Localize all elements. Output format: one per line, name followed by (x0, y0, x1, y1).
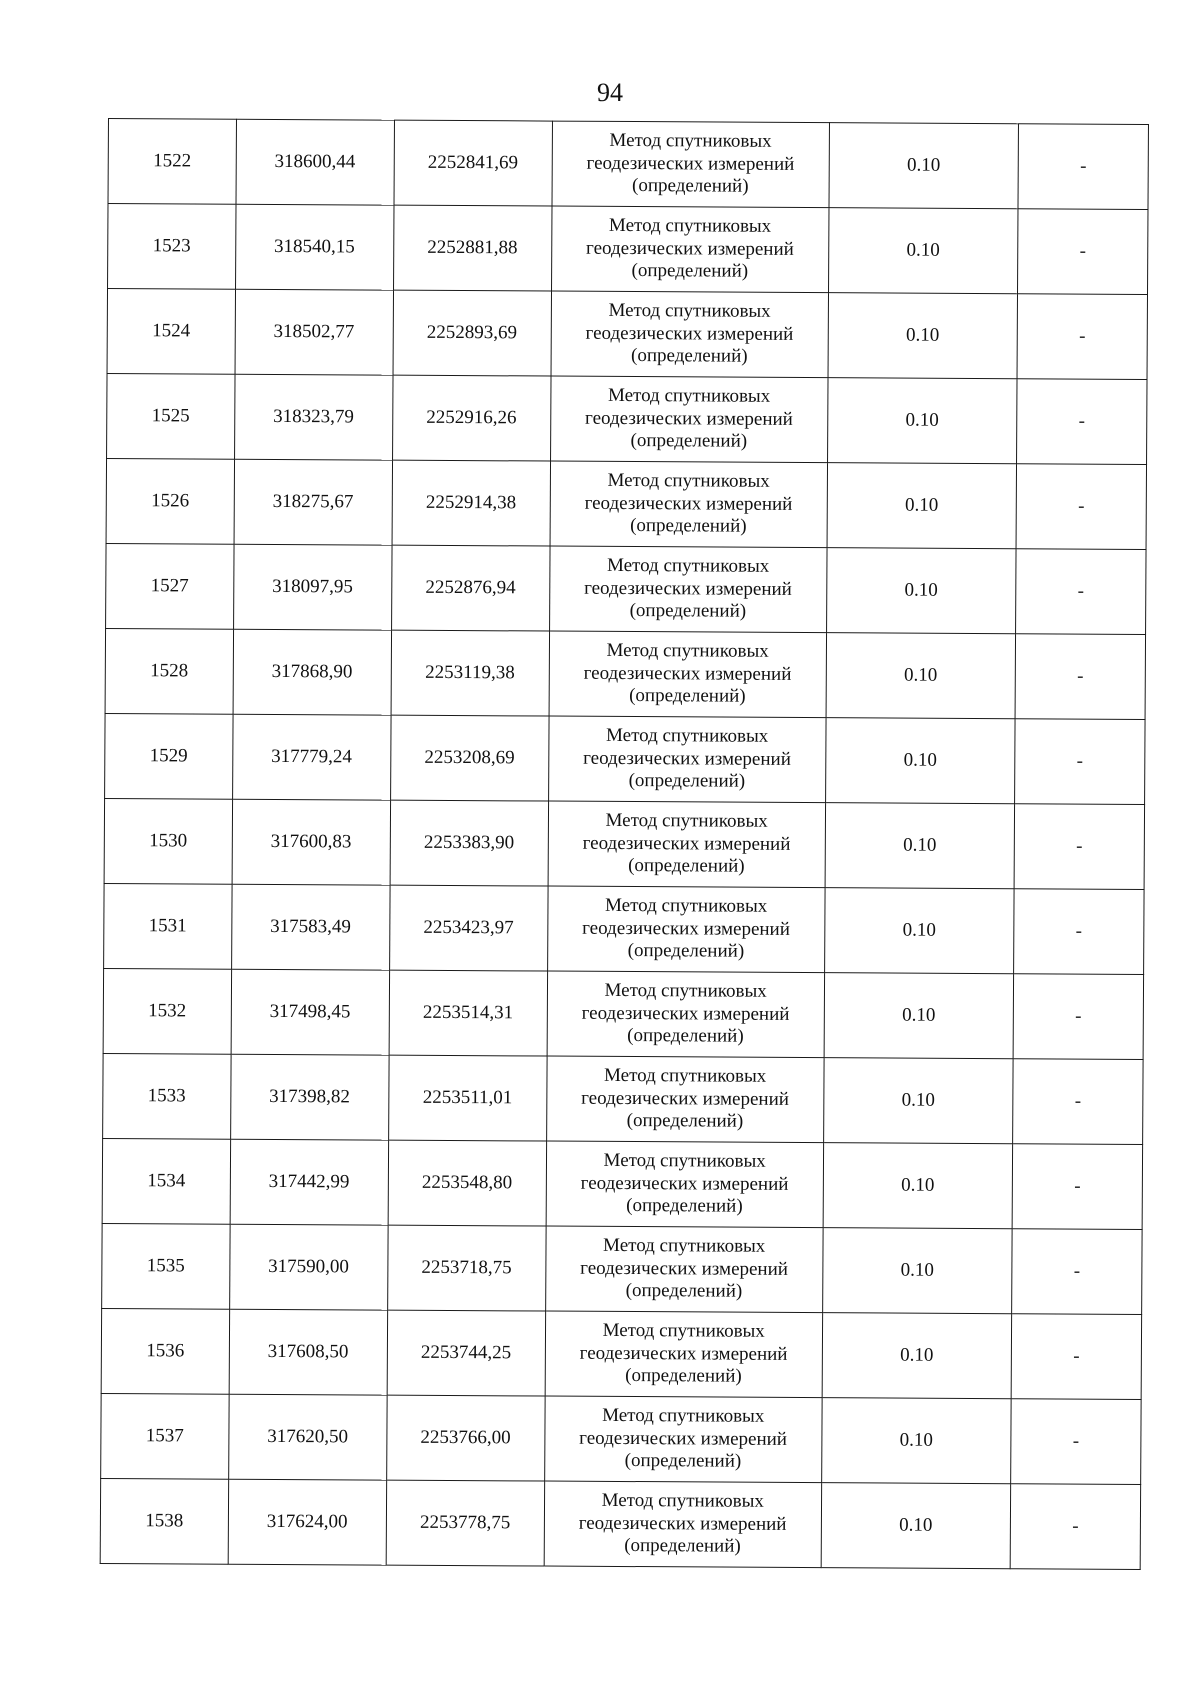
x-coordinate-cell: 317498,45 (231, 969, 389, 1055)
method-cell (550, 461, 828, 548)
description-cell: - (1013, 1059, 1143, 1145)
point-number-cell: 1529 (105, 713, 233, 799)
y-coordinate-cell: 2253208,69 (390, 715, 548, 801)
method-text-line: (определений) (630, 430, 748, 453)
method-text-line: геодезических измерений (582, 832, 791, 855)
y-coordinate-cell: 2253119,38 (391, 630, 549, 716)
method-cell (544, 1396, 822, 1483)
method-text-line: Метод спутниковых (606, 554, 770, 577)
y-coordinate-cell: 2252876,94 (391, 545, 549, 631)
x-coordinate-cell: 318502,77 (235, 289, 393, 375)
accuracy-cell: 0.10 (822, 1313, 1012, 1399)
method-text-line: (определений) (629, 600, 747, 623)
method-text-line: (определений) (628, 770, 746, 793)
point-number-cell: 1530 (104, 798, 232, 884)
point-number-cell: 1528 (105, 628, 233, 714)
y-coordinate-cell: 2252881,88 (393, 205, 551, 291)
method-text-line: Метод спутниковых (605, 809, 768, 832)
table-row (107, 373, 1147, 464)
method-cell (550, 376, 828, 463)
accuracy-cell: 0.10 (823, 1143, 1013, 1229)
method-text-line: геодезических измерений (583, 747, 791, 770)
accuracy-cell: 0.10 (821, 1483, 1011, 1569)
y-coordinate-cell: 2253511,01 (388, 1055, 546, 1141)
y-coordinate-cell: 2253548,80 (388, 1140, 546, 1226)
method-text-line: (определений) (631, 345, 748, 368)
method-cell (551, 291, 829, 378)
accuracy-cell: 0.10 (826, 548, 1016, 634)
description-cell: - (1014, 804, 1144, 890)
description-cell: - (1015, 719, 1145, 805)
y-coordinate-cell: 2253423,97 (389, 885, 547, 971)
x-coordinate-cell: 318097,95 (233, 544, 391, 630)
method-cell (549, 546, 827, 633)
accuracy-cell: 0.10 (827, 463, 1017, 549)
x-coordinate-cell: 317442,99 (230, 1139, 388, 1225)
method-text-line: (определений) (626, 1110, 744, 1133)
method-text-line: Метод спутниковых (604, 894, 768, 917)
method-text-line: Метод спутниковых (602, 1319, 765, 1342)
description-cell: - (1016, 549, 1146, 635)
method-text-line: Метод спутниковых (601, 1489, 764, 1512)
accuracy-cell: 0.10 (825, 803, 1015, 889)
method-text-line: геодезических измерений (585, 322, 794, 345)
table-row (106, 458, 1146, 549)
point-number-cell: 1526 (106, 458, 234, 544)
table-row (108, 204, 1148, 295)
coordinates-table-body (100, 119, 1148, 1570)
method-cell (545, 1226, 823, 1313)
point-number-cell: 1532 (103, 968, 231, 1054)
table-row (101, 1393, 1141, 1484)
description-cell: - (1017, 294, 1147, 380)
table-row (101, 1308, 1141, 1399)
method-text-line: Метод спутниковых (605, 724, 769, 747)
point-number-cell: 1531 (104, 883, 232, 969)
method-text-line: (определений) (628, 855, 745, 878)
method-text-line: геодезических измерений (586, 152, 795, 175)
table-row (100, 1478, 1140, 1569)
accuracy-cell: 0.10 (826, 633, 1016, 719)
method-text-line: Метод спутниковых (604, 979, 767, 1002)
coordinates-table-wrapper (100, 118, 1149, 1570)
method-text-line: Метод спутниковых (609, 129, 772, 152)
accuracy-cell: 0.10 (822, 1228, 1012, 1314)
method-text-line: (определений) (627, 940, 745, 963)
point-number-cell: 1535 (102, 1223, 230, 1309)
x-coordinate-cell: 317868,90 (233, 629, 391, 715)
method-text-line: Метод спутниковых (602, 1404, 765, 1427)
point-number-cell: 1522 (108, 119, 236, 205)
table-row (103, 968, 1143, 1059)
method-text-line: (определений) (626, 1195, 743, 1218)
method-cell (544, 1481, 822, 1568)
description-cell: - (1018, 209, 1148, 295)
method-text-line: геодезических измерений (582, 917, 790, 940)
description-cell: - (1017, 379, 1147, 465)
method-text-line: геодезических измерений (578, 1512, 787, 1535)
point-number-cell: 1533 (103, 1053, 231, 1139)
table-row (105, 713, 1145, 804)
y-coordinate-cell: 2253514,31 (389, 970, 547, 1056)
table-row (106, 543, 1146, 634)
method-text-line: Метод спутниковых (607, 469, 770, 492)
description-cell: - (1015, 634, 1145, 720)
y-coordinate-cell: 2253766,00 (386, 1395, 544, 1481)
method-text-line: (определений) (625, 1365, 742, 1388)
method-text-line: геодезических измерений (579, 1427, 788, 1450)
y-coordinate-cell: 2252916,26 (392, 375, 550, 461)
y-coordinate-cell: 2252893,69 (393, 290, 551, 376)
description-cell: - (1012, 1229, 1142, 1315)
x-coordinate-cell: 317600,83 (232, 799, 390, 885)
coordinates-table (100, 118, 1149, 1570)
method-text-line: Метод спутниковых (603, 1149, 766, 1172)
method-text-line: (определений) (629, 685, 746, 708)
description-cell: - (1011, 1314, 1141, 1400)
method-cell (549, 631, 827, 718)
method-text-line: (определений) (630, 515, 747, 538)
x-coordinate-cell: 317608,50 (229, 1309, 387, 1395)
method-text-line: (определений) (624, 1450, 742, 1473)
accuracy-cell: 0.10 (824, 973, 1014, 1059)
method-text-line: Метод спутниковых (608, 214, 772, 237)
x-coordinate-cell: 318600,44 (236, 119, 394, 205)
description-cell: - (1018, 124, 1148, 210)
method-text-line: геодезических измерений (586, 237, 794, 260)
x-coordinate-cell: 317583,49 (231, 884, 389, 970)
point-number-cell: 1534 (102, 1138, 230, 1224)
accuracy-cell: 0.10 (821, 1398, 1011, 1484)
y-coordinate-cell: 2253718,75 (387, 1225, 545, 1311)
x-coordinate-cell: 317590,00 (229, 1224, 387, 1310)
point-number-cell: 1538 (100, 1478, 228, 1564)
method-cell (548, 716, 826, 803)
method-text-line: Метод спутниковых (603, 1234, 766, 1257)
point-number-cell: 1527 (106, 543, 234, 629)
accuracy-cell: 0.10 (828, 208, 1018, 294)
method-text-line: геодезических измерений (581, 1087, 790, 1110)
method-text-line: геодезических измерений (584, 577, 792, 600)
page-number: 94 (597, 78, 623, 107)
point-number-cell: 1523 (108, 204, 236, 290)
method-text-line: геодезических измерений (580, 1172, 789, 1195)
point-number-cell: 1536 (101, 1308, 229, 1394)
accuracy-cell: 0.10 (828, 293, 1018, 379)
table-row (104, 798, 1144, 889)
table-row (108, 119, 1148, 210)
method-text-line: (определений) (624, 1535, 741, 1558)
x-coordinate-cell: 317624,00 (228, 1479, 386, 1565)
table-row (103, 1053, 1143, 1144)
description-cell: - (1014, 889, 1144, 975)
description-cell: - (1016, 464, 1146, 550)
point-number-cell: 1524 (107, 289, 235, 375)
method-cell (547, 886, 825, 973)
x-coordinate-cell: 318275,67 (234, 459, 392, 545)
x-coordinate-cell: 318540,15 (235, 204, 393, 290)
method-text-line: (определений) (631, 260, 749, 283)
method-cell (552, 121, 830, 208)
description-cell: - (1012, 1144, 1142, 1230)
method-text-line: геодезических измерений (584, 492, 793, 515)
point-number-cell: 1525 (107, 373, 235, 459)
table-row (102, 1138, 1142, 1229)
method-text-line: геодезических измерений (583, 662, 792, 685)
point-number-cell: 1537 (101, 1393, 229, 1479)
method-cell (546, 1056, 824, 1143)
method-text-line: геодезических измерений (581, 1002, 790, 1025)
y-coordinate-cell: 2252914,38 (392, 460, 550, 546)
x-coordinate-cell: 318323,79 (234, 374, 392, 460)
method-text-line: геодезических измерений (579, 1342, 788, 1365)
table-row (107, 289, 1147, 380)
x-coordinate-cell: 317779,24 (232, 714, 390, 800)
method-text-line: (определений) (631, 175, 749, 198)
method-cell (551, 206, 829, 293)
method-cell (547, 971, 825, 1058)
x-coordinate-cell: 317620,50 (228, 1394, 386, 1480)
table-row (105, 628, 1145, 719)
method-text-line: геодезических измерений (580, 1257, 789, 1280)
y-coordinate-cell: 2252841,69 (394, 120, 552, 206)
accuracy-cell: 0.10 (825, 718, 1015, 804)
method-cell (546, 1141, 824, 1228)
method-text-line: геодезических измерений (585, 407, 793, 430)
y-coordinate-cell: 2253744,25 (387, 1310, 545, 1396)
accuracy-cell: 0.10 (829, 123, 1019, 209)
description-cell: - (1013, 974, 1143, 1060)
table-row (104, 883, 1144, 974)
method-cell (545, 1311, 823, 1398)
method-cell (548, 801, 826, 888)
method-text-line: Метод спутниковых (604, 1064, 767, 1087)
accuracy-cell: 0.10 (824, 888, 1014, 974)
y-coordinate-cell: 2253383,90 (390, 800, 548, 886)
method-text-line: (определений) (627, 1025, 744, 1048)
y-coordinate-cell: 2253778,75 (386, 1480, 544, 1566)
method-text-line: Метод спутниковых (607, 384, 771, 407)
accuracy-cell: 0.10 (827, 378, 1017, 464)
accuracy-cell: 0.10 (823, 1058, 1013, 1144)
method-text-line: (определений) (625, 1280, 743, 1303)
method-text-line: Метод спутниковых (608, 299, 771, 322)
description-cell: - (1011, 1399, 1141, 1485)
x-coordinate-cell: 317398,82 (230, 1054, 388, 1140)
method-text-line: Метод спутниковых (606, 639, 769, 662)
table-row (102, 1223, 1142, 1314)
description-cell: - (1010, 1484, 1140, 1570)
